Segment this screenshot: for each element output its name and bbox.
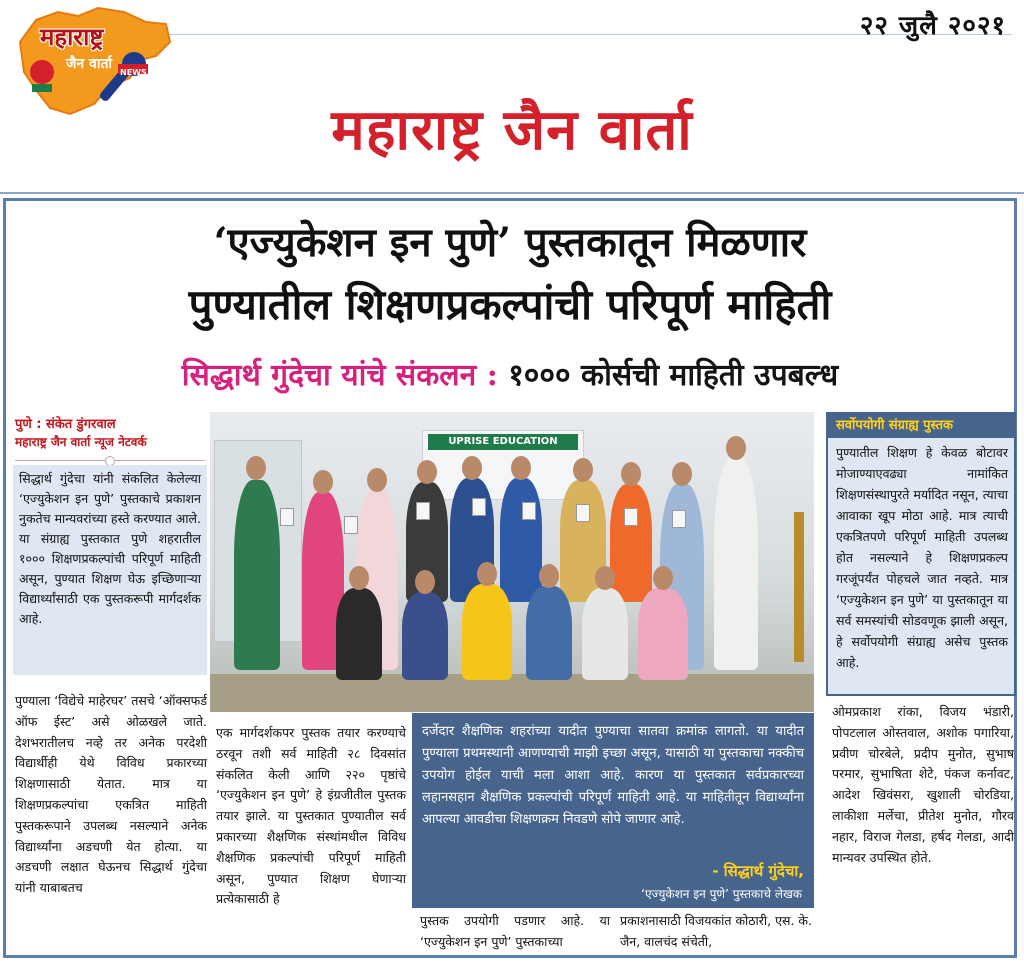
book [472,498,486,516]
headline-line-2: पुण्यातील शिक्षणप्रकल्पांची परिपूर्ण माहिती [188,280,832,329]
person [500,478,542,602]
book [280,508,294,526]
book [624,508,638,526]
person-head [672,462,692,486]
person-head [573,458,593,482]
event-banner-text: UPRISE EDUCATION [428,434,578,450]
person [638,588,688,680]
headline-line-1: ‘एज्युकेशन इन पुणे’ पुस्तकातून मिळणार [213,219,807,266]
masthead [0,0,1024,195]
person [582,588,628,680]
logo-tag: जैन वार्ता [66,56,113,72]
issue-date: २२ जुलै २०२१ [859,11,1006,41]
brass-lamp [794,512,804,662]
person [336,588,382,680]
stage-floor [210,674,814,712]
byline: पुणे : संकेत डुंगरवाल [15,417,116,432]
person-head [246,456,266,480]
book [576,504,590,522]
logo-name: महाराष्ट्र [40,23,104,51]
person-head [539,564,559,588]
person-head [511,456,531,480]
jain-emblem-icon [30,60,54,84]
lead-paragraph: सिद्धार्थ गुंदेचा यांनी संकलित केलेल्या ‘एज्युकेशन इन पुणे’ पुस्तकाचे प्रकाशन नुकतेच मान्यवरांच्या हस्ते करण्यात आले. या संग्राह्य पुस्तकात पुणे शहरातील १००० शिक्षणप्रकल्पांची परिपूर्ण माहिती असून, पुण्यात शिक्षण घेऊ इच्छिणाऱ्या विद्यार्थ्यांसाठी एक पुस्तकरूपी मार्गदर्शक आहे. [13,465,207,675]
sidebar-text: पुण्यातील शिक्षण हे केवळ बोटावर मोजाण्याएवढ्या नामांकित शिक्षणसंस्थापुरते मर्यादित नसून, त्याचा आवाका खूप मोठा आहे. मात्र त्याची एकत्रितपणे परिपूर्ण माहिती उपलब्ध होत नसल्याने हे शिक्षणप्रकल्प गरजूंपर्यंत पोहचले जात नव्हते. मात्र ‘एज्युकेशन इन पुणे’ या पुस्तकातून या सर्व समस्यांची सोडवणूक झाली असून, हे सर्वोपयोगी संग्राह्य असेच पुस्तक आहे. [836,445,1008,670]
body-column-3b-bottom: प्रकाशनासाठी विजयकांत कोठारी, एस. के. जैन, वालचंद संचेती, [620,913,812,949]
person-head [653,566,673,590]
book [672,510,686,528]
person-head [367,468,387,492]
person-head [595,566,615,590]
person [714,458,758,670]
author-quote-box [412,713,814,908]
person-head [313,470,333,494]
person-head [477,562,497,586]
person [402,592,448,680]
book [416,502,430,520]
subhead-courses: १००० कोर्सची माहिती उपबल्ध [497,358,839,393]
quote-text: दर्जेदार शैक्षणिक शहरांच्या यादीत पुण्याचा सातवा क्रमांक लागतो. या यादीत पुण्याला प्रथमस्थानी आणण्याची माझी इच्छा असून, यासाठी या पुस्तकाचा नक्कीच उपयोग होईल याची मला आशा आहे. कारण या पुस्तकात सर्वप्रकारच्या लहानसहान शैक्षणिक प्रकल्पांची परिपूर्ण माहिती आहे. या माहितीतून विद्यार्थ्यांना आपल्या आवडीचा शिक्षणक्रम निवडणे सोपे जाणार आहे. [422,724,804,827]
person-head [417,460,437,484]
body-column-2: एक मार्गदर्शकपर पुस्तक तयार करण्याचे ठरवून तशी सर्व माहिती २८ दिवसांत संकलित केली आणि २२० पृष्ठांचे ‘एज्युकेशन इन पुणे’ हे इंग्रजीतील पुस्तक तयार झाले. या पुस्तकात पुण्यातील सर्व प्रकारच्या शैक्षणिक संस्थांमधील विविध शैक्षणिक प्रकल्पांची परिपूर्ण माहिती असून, पुण्यात शिक्षण घेणाऱ्या प्रत्येकासाठी हे [216,725,406,907]
person [526,586,572,680]
person-head [726,436,746,460]
person [462,584,512,680]
body-column-1: पुण्याला ‘विद्येचे माहेरघर’ तसचे ‘ऑक्सफर्ड ऑफ ईस्ट’ असे ओळखले जाते. देशभरातीलच नव्हे तर अनेक परदेशी विद्यार्थीही येथे विविध प्रकारच्या शिक्षणासाठी येतात. मात्र या शिक्षणप्रकल्पांचा एकत्रित माहिती पुस्तकरूपाने उपलब्ध नसल्याने अनेक विद्यार्थ्यांना अडचणी येत होत्या. या अडचणी लक्षात घेऊनच सिद्धार्थ गुंदेचा यांनी याबाबतच [15,693,207,896]
quote-author-role: ‘एज्युकेशन इन पुणे’ पुस्तकाचे लेखक [641,887,802,901]
person-head [415,570,435,594]
book [344,516,358,534]
sidebar-box [826,412,1016,696]
person-head [349,566,369,590]
newspaper-title: महाराष्ट्र जैन वार्ता [331,97,693,163]
book [522,502,536,520]
person-head [621,462,641,486]
body-column-4: ओमप्रकाश रांका, विजय भंडारी, पोपटलाल ओस्तवाल, अशोक पगारिया, प्रवीण चोरबेले, प्रदीप मुनोत, सुभाष परमार, सुभाषिता शेटे, पंकज कर्नावट, आदेश खिवंसरा, खुशाली चोरडिया, लाकीशा मर्लेचा, प्रीतेश मुनोत, गौरव नहार, विराज गेलडा, हर्षद गेलडा, आदी मान्यवर उपस्थित होते. [832,704,1014,865]
masthead-rule [0,192,1024,194]
subheadline [6,353,1014,394]
article-frame [3,198,1017,958]
person [610,484,652,602]
body-column-3-bottom: पुस्तक उपयोगी पडणार आहे. या ‘एज्युकेशन इन पुणे’ पुस्तकाच्या [420,913,610,949]
sidebar-title: सर्वोपयोगी संग्राह्य पुस्तक [828,414,1014,438]
book-launch-photo [210,412,814,712]
quote-author: - सिद्धार्थ गुंदेचा, [712,862,804,880]
person-head [462,456,482,480]
logo-badge: NEWS [120,68,147,77]
byline-divider [15,460,205,461]
byline-network: महाराष्ट्र जैन वार्ता न्यूज नेटवर्क [15,435,147,449]
person [234,480,280,670]
subhead-compiler: सिद्धार्थ गुंदेचा यांचे संकलन : [181,358,498,393]
